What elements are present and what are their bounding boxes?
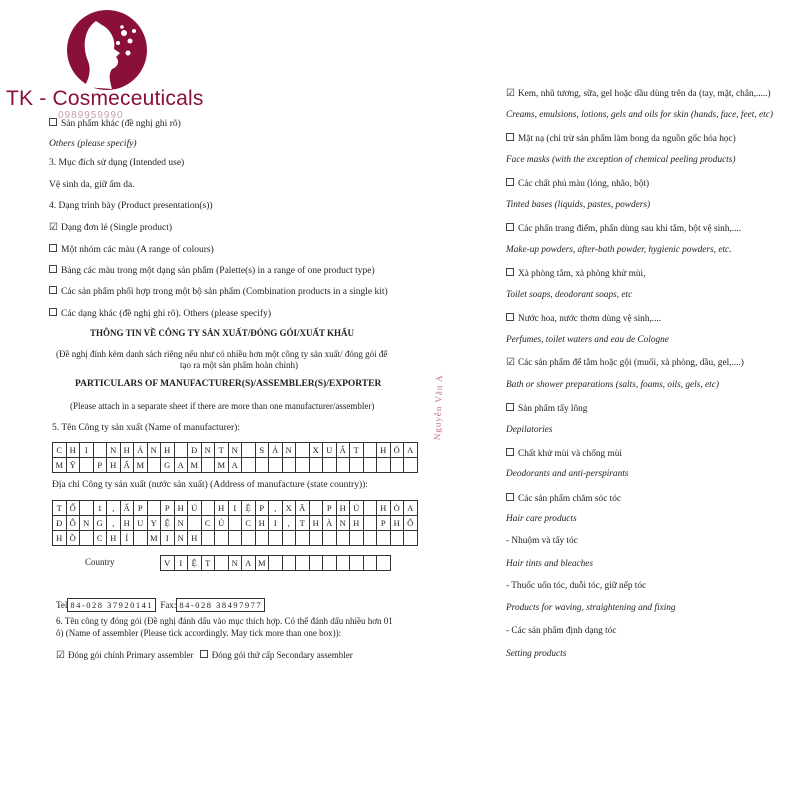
address-cell: H	[310, 516, 324, 531]
q6-line-1: 6. Tên công ty đóng gói (Đề nghị đánh dấu vào mục thích hợp. Có thể đánh dấu nhiều hơn 01	[56, 616, 393, 626]
manufacturer-cell: Đ	[188, 443, 202, 458]
address-cell: N	[175, 516, 189, 531]
checkbox-empty-icon	[506, 133, 514, 141]
address-cell	[364, 501, 378, 516]
address-cell	[148, 501, 162, 516]
right-line-25: Setting products	[506, 649, 567, 659]
address-label: Địa chỉ Công ty sản xuất (nước sản xuất) (Address of manufacture (state country)):	[52, 480, 368, 490]
manufacturer-cell: H	[161, 443, 175, 458]
manufacturer-cell	[283, 458, 297, 473]
manufacturer-cell: T	[215, 443, 229, 458]
address-cell: I	[229, 501, 243, 516]
manufacturer-cell: M	[215, 458, 229, 473]
country-cell: V	[161, 556, 175, 571]
manufacturer-cell: Ấ	[337, 443, 351, 458]
address-cell: Í	[121, 531, 135, 546]
section-note-en: (Please attach in a separate sheet if there are more than one manufacturer/assembler)	[70, 401, 375, 411]
address-cell: X	[283, 501, 297, 516]
address-cell: M	[148, 531, 162, 546]
address-cell: ,	[269, 501, 283, 516]
address-cell	[364, 531, 378, 546]
right-line-6: Các phấn trang điểm, phấn dùng sau khi tắm, bột vệ sinh,....	[506, 223, 741, 234]
checkbox-empty-icon	[506, 223, 514, 231]
right-line-10: Nước hoa, nước thơm dùng vệ sinh,....	[506, 313, 661, 324]
right-line-7: Make-up powders, after-bath powder, hygienic powders, etc.	[506, 245, 732, 255]
address-cell: P	[323, 501, 337, 516]
address-cell: H	[215, 501, 229, 516]
country-cell: Ệ	[188, 556, 202, 571]
right-line-17: Deodorants and anti-perspirants	[506, 469, 629, 479]
right-line-4: Các chất phủ màu (lỏng, nhão, bột)	[506, 178, 649, 189]
address-cell	[134, 531, 148, 546]
checkbox-empty-icon	[506, 178, 514, 186]
address-cell: ,	[283, 516, 297, 531]
right-line-18: Các sản phẩm chăm sóc tóc	[506, 493, 621, 504]
address-cell: À	[323, 516, 337, 531]
address-cell	[202, 531, 216, 546]
handwritten-stamp: Nguyễn Văn A	[432, 374, 445, 441]
manufacturer-cell	[148, 458, 162, 473]
address-cell	[323, 531, 337, 546]
country-grid	[160, 555, 391, 571]
address-cell: H	[377, 501, 391, 516]
address-cell: Ò	[391, 501, 405, 516]
address-cell: ,	[107, 501, 121, 516]
manufacturer-cell: T	[350, 443, 364, 458]
address-cell: C	[202, 516, 216, 531]
manufacturer-cell: N	[107, 443, 121, 458]
country-cell: I	[175, 556, 189, 571]
address-cell: N	[175, 531, 189, 546]
address-cell	[242, 531, 256, 546]
address-cell	[80, 501, 94, 516]
manufacturer-cell	[391, 458, 405, 473]
checkbox-empty-icon	[506, 493, 514, 501]
left-line-9: Các dạng khác (đề nghị ghi rõ). Others (please specify)	[49, 308, 271, 320]
left-line-0: Sản phẩm khác (đề nghị ghi rõ)	[49, 118, 181, 130]
manufacturer-cell: M	[134, 458, 148, 473]
address-cell: Ấ	[121, 501, 135, 516]
right-line-8: Xà phòng tắm, xà phòng khử mùi,	[506, 268, 645, 279]
address-cell	[337, 531, 351, 546]
manufacturer-cell	[296, 443, 310, 458]
right-line-19: Hair care products	[506, 514, 577, 524]
section-title-vn: THÔNG TIN VỀ CÔNG TY SẢN XUẤT/ĐÓNG GÓI/XUẤT KHẨU	[90, 328, 355, 338]
country-cell	[283, 556, 297, 571]
manufacturer-cell	[80, 458, 94, 473]
manufacturer-cell: H	[377, 443, 391, 458]
address-cell	[256, 531, 270, 546]
manufacturer-cell	[269, 458, 283, 473]
address-cell	[296, 531, 310, 546]
address-cell	[283, 531, 297, 546]
address-cell	[80, 531, 94, 546]
right-line-11: Perfumes, toilet waters and eau de Cologne	[506, 335, 669, 345]
address-cell	[215, 531, 229, 546]
address-cell: N	[337, 516, 351, 531]
manufacturer-cell	[323, 458, 337, 473]
right-line-3: Face masks (with the exception of chemical peeling products)	[506, 155, 736, 165]
right-line-12: ☑ Các sản phẩm để tắm hoặc gội (muối, xà phòng, dầu, gel,....)	[506, 357, 744, 368]
right-line-15: Depilatories	[506, 425, 553, 435]
manufacturer-cell: Ả	[269, 443, 283, 458]
address-cell: T	[296, 516, 310, 531]
address-cell	[377, 531, 391, 546]
checkbox-empty-icon	[506, 268, 514, 276]
address-cell: H	[256, 516, 270, 531]
section-note-vn-2: tạo ra một sản phẩm hoàn chỉnh)	[180, 360, 298, 370]
address-cell	[404, 531, 418, 546]
manufacturer-cell: M	[53, 458, 67, 473]
address-cell: H	[391, 516, 405, 531]
address-cell: P	[256, 501, 270, 516]
address-cell	[391, 531, 405, 546]
manufacturer-cell	[377, 458, 391, 473]
manufacturer-cell: U	[323, 443, 337, 458]
address-cell: H	[53, 531, 67, 546]
manufacturer-cell: I	[80, 443, 94, 458]
address-cell: H	[188, 531, 202, 546]
address-cell: C	[242, 516, 256, 531]
address-cell: P	[161, 501, 175, 516]
address-cell: Ã	[296, 501, 310, 516]
manufacturer-cell	[364, 458, 378, 473]
address-cell: I	[269, 516, 283, 531]
brand-phone: 0989959990	[58, 110, 124, 121]
address-cell: Ô	[67, 516, 81, 531]
left-line-5: ☑ Dạng đơn lẻ (Single product)	[49, 222, 173, 233]
address-cell: Đ	[53, 516, 67, 531]
fax-value: 84-028 38497977	[176, 598, 265, 612]
address-cell: P	[377, 516, 391, 531]
right-line-21: Hair tints and bleaches	[506, 559, 594, 569]
country-cell	[337, 556, 351, 571]
address-cell: Y	[148, 516, 162, 531]
left-line-8: Các sản phẩm phối hợp trong một bộ sản phẩm (Combination products in a single kit)	[49, 286, 388, 298]
address-cell	[269, 531, 283, 546]
country-cell: N	[229, 556, 243, 571]
country-cell	[364, 556, 378, 571]
manufacturer-cell	[242, 443, 256, 458]
left-line-6: Một nhóm các màu (A range of colours)	[49, 244, 214, 256]
manufacturer-cell: X	[310, 443, 324, 458]
q5-label: 5. Tên Công ty sản xuất (Name of manufacturer):	[52, 423, 240, 433]
manufacturer-cell: N	[283, 443, 297, 458]
manufacturer-cell	[175, 443, 189, 458]
brand-name: TK - Cosmeceuticals	[6, 87, 204, 110]
right-line-5: Tinted bases (liquids, pastes, powders)	[506, 200, 651, 210]
manufacturer-cell: H	[121, 443, 135, 458]
tel-row: Tel 84-028 37920141 Fax: 84-028 38497977	[56, 601, 265, 610]
manufacturer-cell: C	[53, 443, 67, 458]
manufacturer-cell: Ó	[391, 443, 405, 458]
brand-logo-icon	[66, 9, 148, 91]
manufacturer-cell	[256, 458, 270, 473]
manufacturer-cell	[296, 458, 310, 473]
manufacturer-cell: M	[188, 458, 202, 473]
address-cell: 1	[94, 501, 108, 516]
manufacturer-cell: Ỹ	[67, 458, 81, 473]
checkbox-checked-icon: ☑	[506, 357, 515, 368]
manufacturer-cell	[350, 458, 364, 473]
right-line-1: Creams, emulsions, lotions, gels and oils for skin (hands, face, feet, etc)	[506, 110, 773, 120]
country-label: Country	[85, 557, 115, 567]
address-cell: Ệ	[242, 501, 256, 516]
right-line-20: - Nhuộm và tẩy tóc	[506, 536, 578, 546]
address-cell	[229, 531, 243, 546]
q6-line-2: ô) (Name of assembler (Please tick accordingly. May tick more than one box)):	[56, 628, 342, 638]
manufacturer-address-grid	[52, 500, 418, 546]
right-line-24: - Các sản phẩm định dạng tóc	[506, 626, 617, 636]
country-cell	[323, 556, 337, 571]
manufacturer-cell	[310, 458, 324, 473]
left-line-7: Bảng các màu trong một dạng sản phẩm (Palette(s) in a range of one product type)	[49, 265, 375, 277]
manufacturer-cell	[364, 443, 378, 458]
manufacturer-cell	[202, 458, 216, 473]
country-cell: T	[202, 556, 216, 571]
checkbox-checked-icon: ☑	[506, 88, 515, 99]
right-line-14: Sản phẩm tẩy lông	[506, 403, 587, 414]
right-line-0: ☑ Kem, nhũ tương, sữa, gel hoặc dầu dùng trên da (tay, mặt, chân,.....)	[506, 88, 771, 99]
left-line-1: Others (please specify)	[49, 139, 137, 149]
manufacturer-cell: Á	[134, 443, 148, 458]
right-line-13: Bath or shower preparations (salts, foams, oils, gels, etc)	[506, 380, 719, 390]
manufacturer-cell: G	[161, 458, 175, 473]
address-cell: H	[121, 516, 135, 531]
manufacturer-cell	[337, 458, 351, 473]
manufacturer-cell: A	[229, 458, 243, 473]
country-cell	[215, 556, 229, 571]
country-cell	[350, 556, 364, 571]
address-cell: T	[53, 501, 67, 516]
manufacturer-cell: A	[404, 443, 418, 458]
address-cell	[188, 516, 202, 531]
country-cell: M	[256, 556, 270, 571]
right-line-16: Chất khử mùi và chống mùi	[506, 448, 622, 459]
address-cell: I	[161, 531, 175, 546]
address-cell: U	[134, 516, 148, 531]
address-cell: Ủ	[215, 516, 229, 531]
country-cell	[269, 556, 283, 571]
manufacturer-cell: N	[148, 443, 162, 458]
address-cell	[364, 516, 378, 531]
address-cell	[310, 501, 324, 516]
manufacturer-cell: N	[202, 443, 216, 458]
address-cell: H	[175, 501, 189, 516]
right-line-23: Products for waving, straightening and fixing	[506, 603, 676, 613]
assembler-options: ☑ Đóng gói chính Primary assembler Đóng gói thứ cấp Secondary assembler	[56, 650, 353, 661]
address-cell: G	[94, 516, 108, 531]
right-line-2: Mặt nạ (chỉ trừ sản phẩm làm bong da nguồn gốc hóa học)	[506, 133, 736, 144]
address-cell	[202, 501, 216, 516]
address-cell	[310, 531, 324, 546]
address-cell: H	[107, 531, 121, 546]
section-note-vn-1: (Đề nghị đính kèm danh sách riêng nếu như có nhiều hơn một công ty sản xuất/ đóng gói để	[56, 349, 388, 359]
address-cell: Ệ	[161, 516, 175, 531]
manufacturer-cell: N	[229, 443, 243, 458]
left-line-2: 3. Mục đích sử dụng (Intended use)	[49, 158, 185, 168]
address-cell: H	[350, 516, 364, 531]
address-cell: Ú	[350, 501, 364, 516]
address-cell: H	[337, 501, 351, 516]
checkbox-empty-icon	[506, 448, 514, 456]
address-cell: ,	[107, 516, 121, 531]
left-line-4: 4. Dạng trình bày (Product presentation(s))	[49, 201, 213, 211]
address-cell: N	[80, 516, 94, 531]
manufacturer-name-grid	[52, 442, 418, 473]
address-cell: Ú	[188, 501, 202, 516]
address-cell: Ố	[404, 516, 418, 531]
address-cell: Ổ	[67, 501, 81, 516]
country-cell	[296, 556, 310, 571]
address-cell	[350, 531, 364, 546]
right-line-9: Toilet soaps, deodorant soaps, etc	[506, 290, 633, 300]
country-cell	[377, 556, 391, 571]
manufacturer-cell: A	[175, 458, 189, 473]
manufacturer-cell: H	[107, 458, 121, 473]
manufacturer-cell: H	[67, 443, 81, 458]
manufacturer-cell	[242, 458, 256, 473]
right-line-22: - Thuốc uốn tóc, duỗi tóc, giữ nếp tóc	[506, 581, 647, 591]
section-title-en: PARTICULARS OF MANUFACTURER(S)/ASSEMBLER(S)/EXPORTER	[75, 379, 382, 389]
checkbox-empty-icon	[506, 313, 514, 321]
manufacturer-cell	[94, 443, 108, 458]
address-cell: P	[134, 501, 148, 516]
country-cell: A	[242, 556, 256, 571]
address-cell: C	[94, 531, 108, 546]
manufacturer-cell: S	[256, 443, 270, 458]
address-cell: A	[404, 501, 418, 516]
address-cell: Ồ	[67, 531, 81, 546]
checkbox-empty-icon	[506, 403, 514, 411]
tel-value: 84-028 37920141	[67, 598, 156, 612]
manufacturer-cell: P	[94, 458, 108, 473]
left-line-3: Vệ sinh da, giữ ẩm da.	[49, 180, 135, 190]
address-cell	[229, 516, 243, 531]
manufacturer-cell	[404, 458, 418, 473]
manufacturer-cell: Ẩ	[121, 458, 135, 473]
country-cell	[310, 556, 324, 571]
